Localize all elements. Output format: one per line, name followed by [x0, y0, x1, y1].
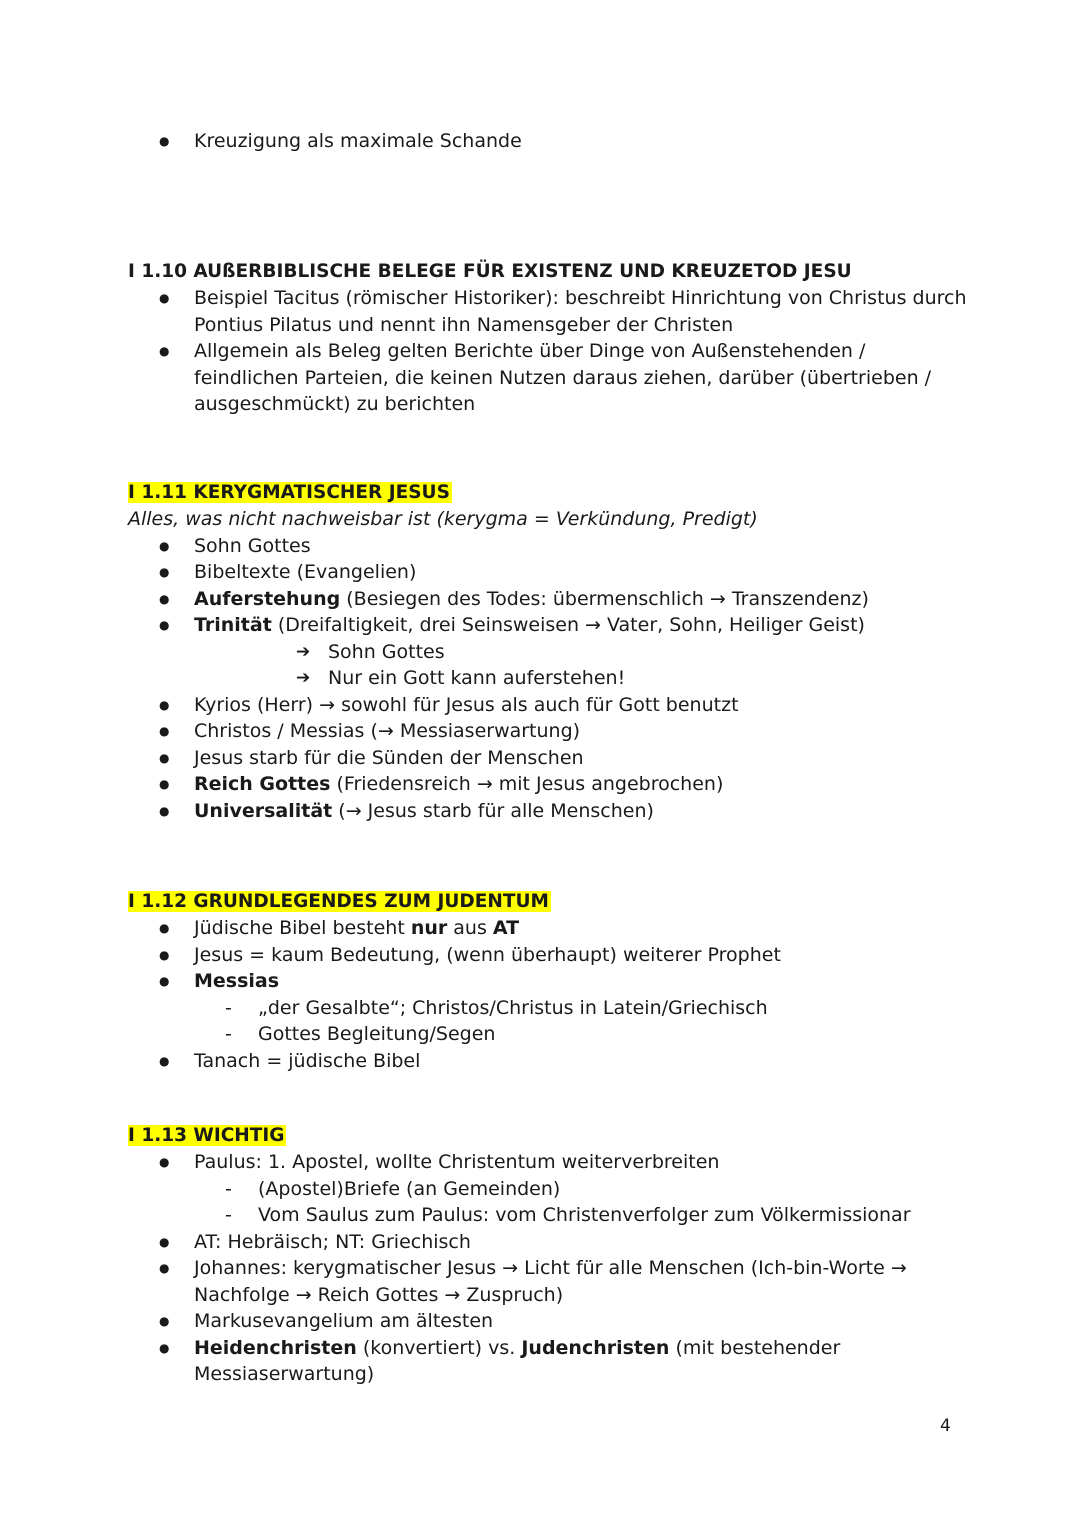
arrow-item: ➔ Nur ein Gott kann auferstehen!	[128, 665, 968, 692]
list-item: ● Auferstehung (Besiegen des Todes: übermenschlich → Transzendenz)	[128, 586, 968, 613]
list-item: ● Markusevangelium am ältesten	[128, 1308, 968, 1335]
dash-item: - Gottes Begleitung/Segen	[128, 1021, 968, 1048]
list-item: ● Christos / Messias (→ Messiaserwartung)	[128, 718, 968, 745]
section-heading: I 1.10 AUßERBIBLISCHE BELEGE FÜR EXISTENZ UND KREUZETOD JESU	[128, 261, 852, 282]
list-item: ● Bibeltexte (Evangelien)	[128, 559, 968, 586]
list-item: ● Reich Gottes (Friedensreich → mit Jesus angebrochen)	[128, 771, 968, 798]
dash-item: - Vom Saulus zum Paulus: vom Christenverfolger zum Völkermissionar	[128, 1202, 968, 1229]
bullet-list	[128, 915, 968, 1074]
list-item: ● Tanach = jüdische Bibel	[128, 1048, 968, 1075]
section-1-10	[128, 258, 968, 418]
list-item: ● Kreuzigung als maximale Schande	[128, 128, 968, 155]
bullet-list	[128, 128, 968, 155]
section-1-12	[128, 888, 968, 1074]
arrow-item: ➔ Sohn Gottes	[128, 639, 968, 666]
list-item: ● Johannes: kerygmatischer Jesus → Licht für alle Menschen (Ich-bin-Worte → Nachfolge → Reich Gottes → Zuspruch)	[128, 1255, 968, 1308]
list-item: ● AT: Hebräisch; NT: Griechisch	[128, 1229, 968, 1256]
list-item: ● Sohn Gottes	[128, 533, 968, 560]
section-1-13	[128, 1122, 968, 1388]
list-item: ● Trinität (Dreifaltigkeit, drei Seinsweisen → Vater, Sohn, Heiliger Geist)	[128, 612, 968, 639]
section-heading	[128, 1122, 968, 1149]
bullet-list	[128, 1149, 968, 1388]
highlighted-heading: I 1.11 KERYGMATISCHER JESUS	[128, 482, 450, 503]
list-item: ● Heidenchristen (konvertiert) vs. Judenchristen (mit bestehender Messiaserwartung)	[128, 1335, 968, 1388]
bullet-list	[128, 285, 968, 418]
list-item: ● Messias	[128, 968, 968, 995]
bullet-list	[128, 533, 968, 825]
list-item: ● Jüdische Bibel besteht nur aus AT	[128, 915, 968, 942]
section-top	[128, 128, 968, 155]
section-intro: Alles, was nicht nachweisbar ist (kerygma = Verkündung, Predigt)	[128, 508, 758, 530]
list-item: ● Kyrios (Herr) → sowohl für Jesus als auch für Gott benutzt	[128, 692, 968, 719]
section-1-11	[128, 479, 968, 824]
list-item: ● Jesus starb für die Sünden der Menschen	[128, 745, 968, 772]
highlighted-heading: I 1.13 WICHTIG	[128, 1125, 285, 1146]
section-heading	[128, 479, 968, 506]
list-item: ● Jesus = kaum Bedeutung, (wenn überhaupt) weiterer Prophet	[128, 942, 968, 969]
list-item: ● Universalität (→ Jesus starb für alle Menschen)	[128, 798, 968, 825]
section-heading	[128, 888, 968, 915]
page-number: 4	[940, 1416, 951, 1436]
list-item: ● Paulus: 1. Apostel, wollte Christentum weiterverbreiten	[128, 1149, 968, 1176]
list-item: ● Allgemein als Beleg gelten Berichte über Dinge von Außenstehenden / feindlichen Parteien, die keinen Nutzen daraus ziehen, darüber (übertrieben / ausgeschmückt) zu berichten	[128, 338, 968, 418]
list-item: ● Beispiel Tacitus (römischer Historiker): beschreibt Hinrichtung von Christus durch Pontius Pilatus und nennt ihn Namensgeber der Christen	[128, 285, 968, 338]
dash-item: - „der Gesalbte“; Christos/Christus in Latein/Griechisch	[128, 995, 968, 1022]
highlighted-heading: I 1.12 GRUNDLEGENDES ZUM JUDENTUM	[128, 891, 549, 912]
dash-item: - (Apostel)Briefe (an Gemeinden)	[128, 1176, 968, 1203]
